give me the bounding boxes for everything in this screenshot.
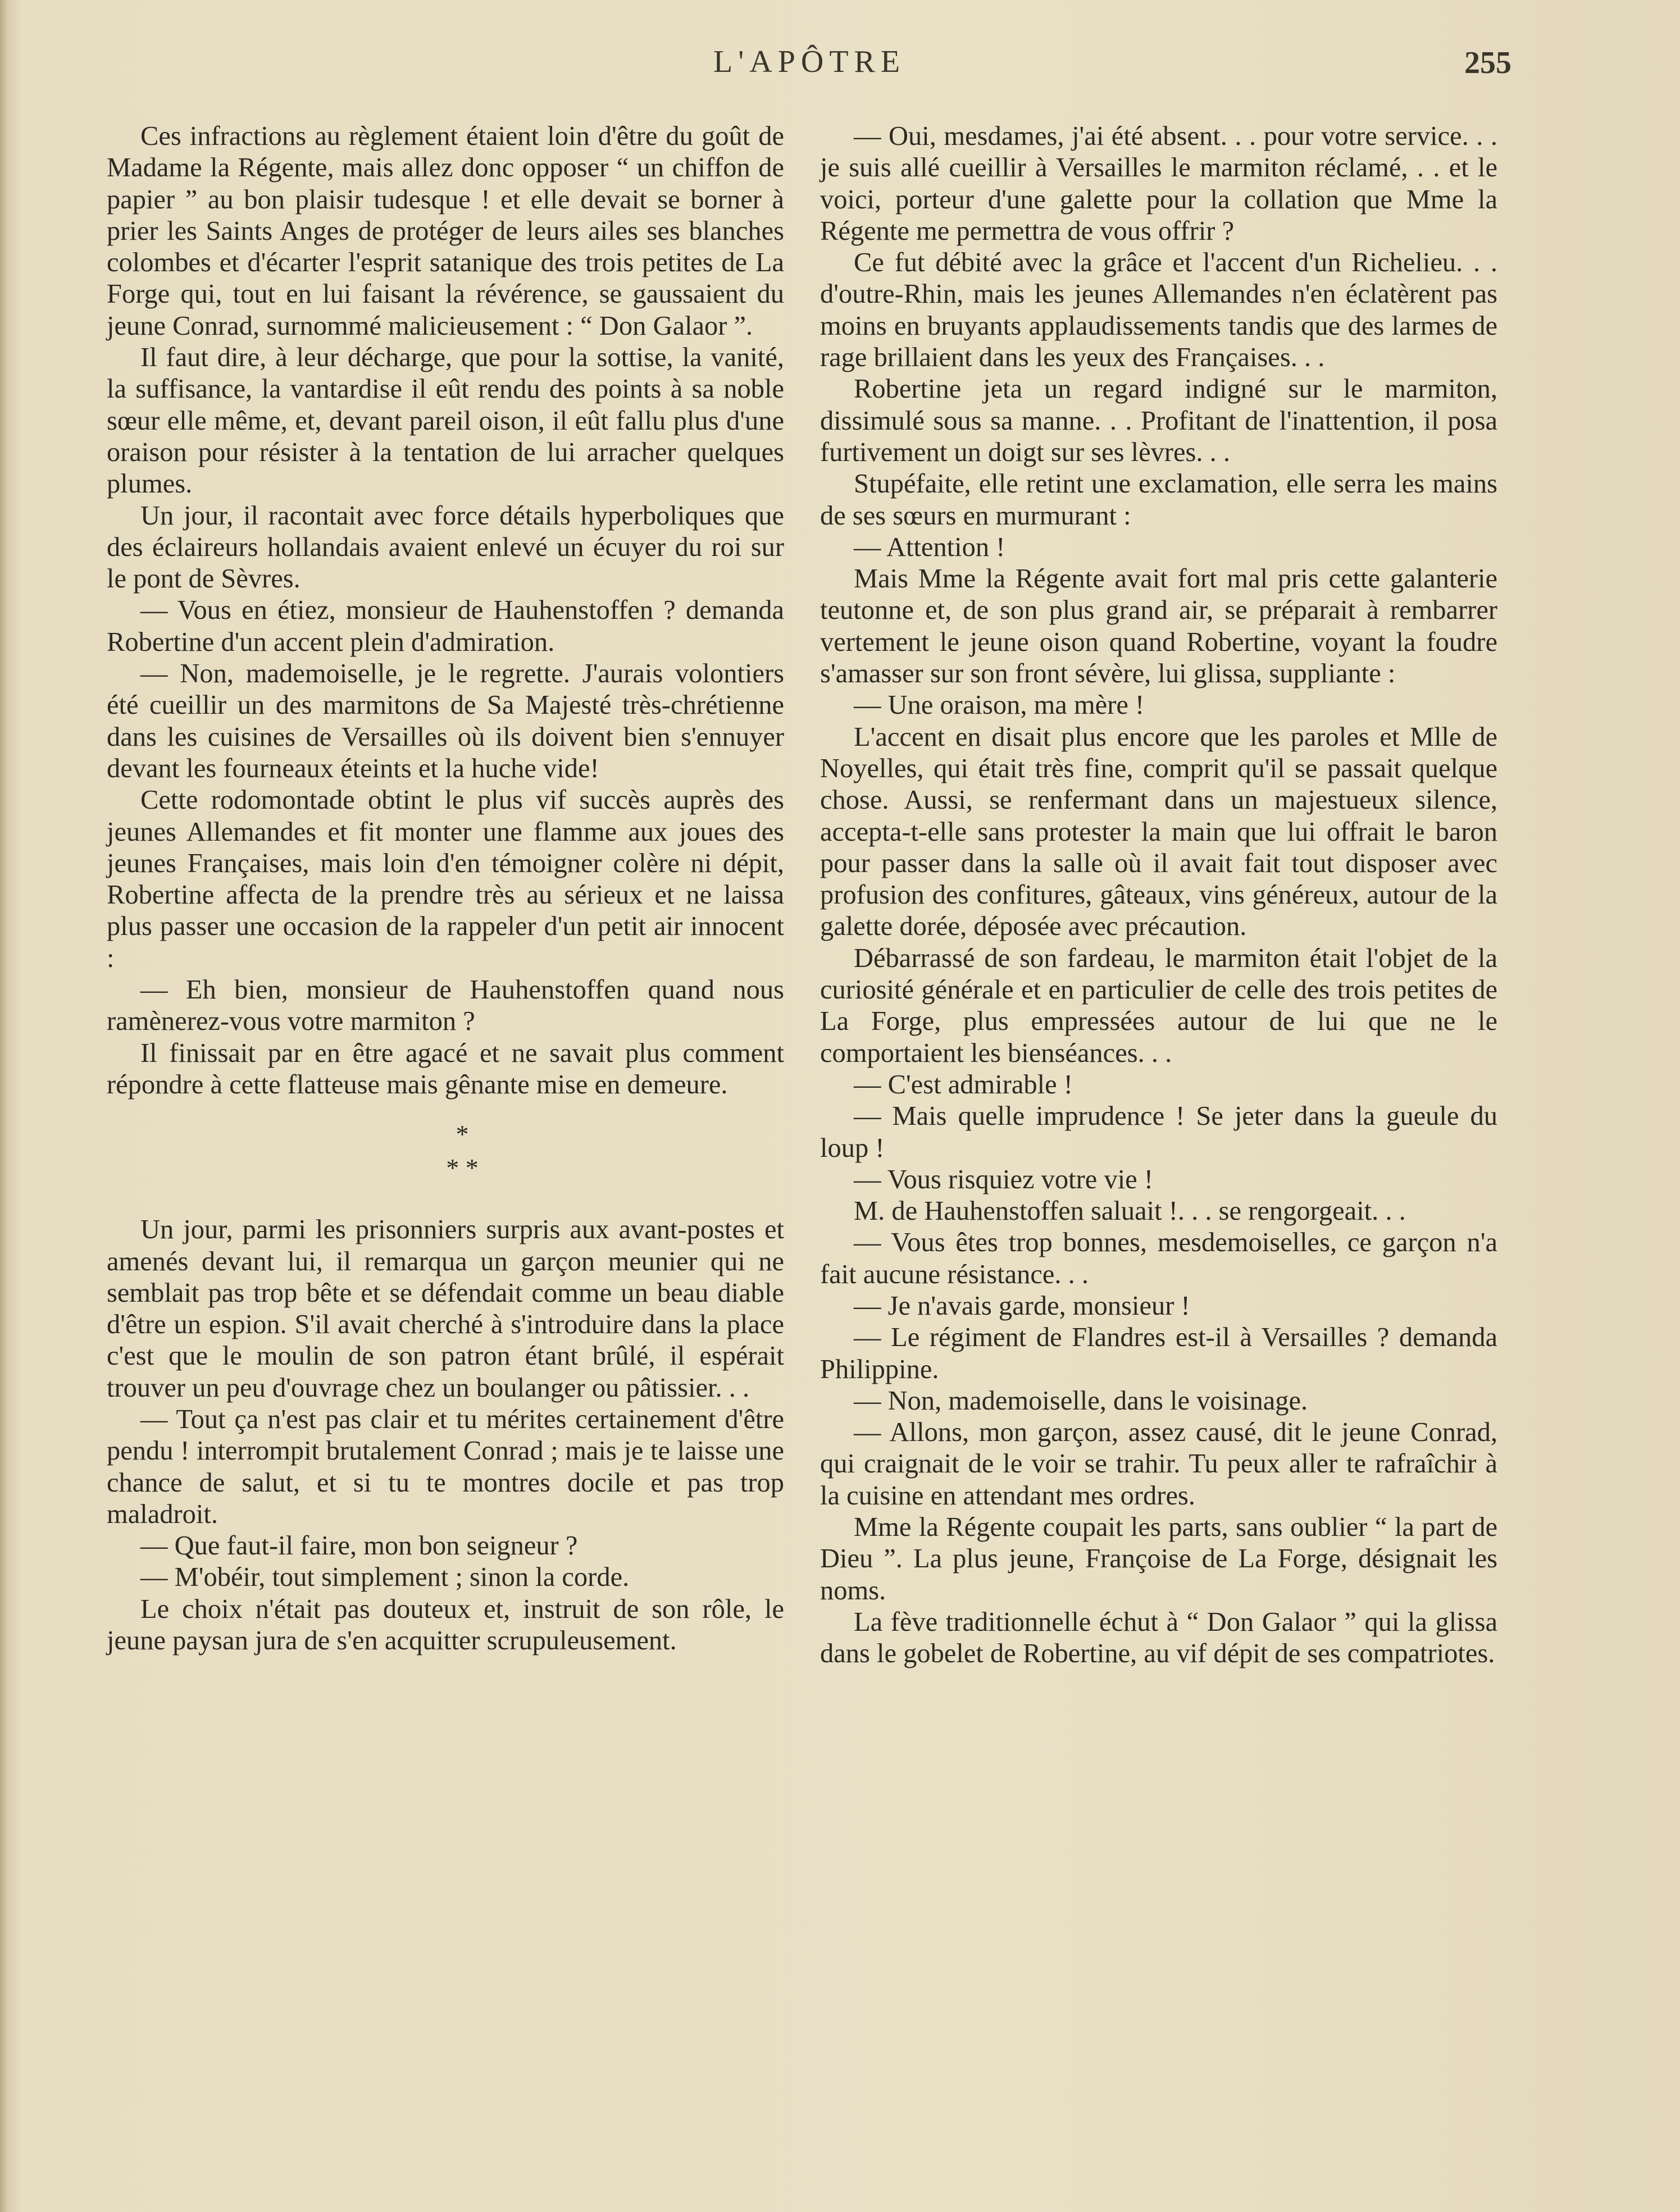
paragraph: Robertine jeta un regard indigné sur le marmiton, dissimulé sous sa manne. . . Profitant de l'inattention, il posa furtivement un doigt sur ses lèvres. . . bbox=[820, 374, 1497, 467]
paragraph: Un jour, il racontait avec force détails hyperboliques que des éclaireurs hollandais avaient enlevé un écuyer du roi sur le pont de Sèvres. bbox=[107, 500, 784, 594]
paragraph: Le choix n'était pas douteux et, instruit de son rôle, le jeune paysan jura de s'en acquitter scrupuleusement. bbox=[107, 1594, 784, 1656]
left-column bbox=[107, 121, 784, 1657]
paragraph: Il finissait par en être agacé et ne savait plus comment répondre à cette flatteuse mais gênante mise en demeure. bbox=[107, 1038, 784, 1100]
paragraph: — Vous en étiez, monsieur de Hauhenstoffen ? demanda Robertine d'un accent plein d'admiration. bbox=[107, 595, 784, 657]
paragraph: — C'est admirable ! bbox=[854, 1069, 1073, 1100]
paragraph: La fève traditionnelle échut à “ Don Galaor ” qui la glissa dans le gobelet de Robertine, au vif dépit de ses compatriotes. bbox=[820, 1607, 1497, 1669]
paragraph: Mais Mme la Régente avait fort mal pris cette galanterie teutonne et, de son plus grand air, se préparait à rembarrer vertement le jeune oison quand Robertine, voyant la foudre s'amasser sur son front sévère, lui glissa, suppliante : bbox=[820, 564, 1497, 689]
paragraph: — Vous êtes trop bonnes, mesdemoiselles, ce garçon n'a fait aucune résistance. . . bbox=[820, 1228, 1497, 1289]
running-header bbox=[101, 44, 1511, 89]
paragraph: — M'obéir, tout simplement ; sinon la corde. bbox=[140, 1562, 630, 1593]
paragraph: Stupéfaite, elle retint une exclamation, elle serra les mains de ses sœurs en murmurant : bbox=[820, 469, 1497, 531]
running-title: L'APÔTRE bbox=[713, 44, 906, 79]
paragraph: L'accent en disait plus encore que les paroles et Mlle de Noyelles, qui était très fine, comprit qu'il se passait quelque chose. Aussi, se renfermant dans un majestueux silence, accepta-t-elle sans protester la main que lui offrait le baron pour passer dans la salle où il avait fait tout disposer avec profusion des confitures, gâteaux, vins généreux, autour de la galette dorée, déposée avec précaution. bbox=[820, 722, 1497, 942]
section-break-asterism: * * bbox=[446, 1153, 479, 1183]
paragraph: — Que faut-il faire, mon bon seigneur ? bbox=[140, 1531, 578, 1561]
paragraph: Un jour, parmi les prisonniers surpris aux avant-postes et amenés devant lui, il remarqua un garçon meunier qui ne semblait pas trop bête et se défendait comme un beau diable d'être un espion. S'il avait cherché à s'introduire dans la place c'est que le moulin de son patron étant brûlé, il espérait trouver un peu d'ouvrage chez un boulanger ou pâtissier. . . bbox=[107, 1215, 784, 1403]
paragraph: — Mais quelle imprudence ! Se jeter dans la gueule du loup ! bbox=[820, 1101, 1497, 1163]
paragraph: Cette rodomontade obtint le plus vif succès auprès des jeunes Allemandes et fit monter une flamme aux joues des jeunes Françaises, mais loin d'en témoigner colère ni dépit, Robertine affecta de la prendre très au sérieux et ne laissa plus passer une occasion de la rappeler d'un petit air innocent : bbox=[107, 785, 784, 973]
paragraph: — Je n'avais garde, monsieur ! bbox=[854, 1290, 1190, 1321]
paragraph: — Une oraison, ma mère ! bbox=[854, 690, 1145, 720]
paragraph: Il faut dire, à leur décharge, que pour la sottise, la vanité, la suffisance, la vantardise il eût rendu des points à sa noble sœur elle même, et, devant pareil oison, il eût fallu plus d'une oraison pour résister à la tentation de lui arracher quelques plumes. bbox=[107, 343, 784, 499]
paragraph: M. de Hauhenstoffen saluait !. . . se rengorgeait. . . bbox=[854, 1196, 1406, 1226]
paragraph: — Tout ça n'est pas clair et tu mérites certainement d'être pendu ! interrompit brutalement Conrad ; mais je te laisse une chance de salut, et si tu te montres docile et pas trop maladroit. bbox=[107, 1404, 784, 1529]
paragraph: Ces infractions au règlement étaient loin d'être du goût de Madame la Régente, mais allez donc opposer “ un chiffon de papier ” au bon plaisir tudesque ! et elle devait se borner à prier les Saints Anges de protéger de leurs ailes ses blanches colombes et d'écarter l'esprit satanique des trois petites de La Forge qui, tout en lui faisant la révérence, se gaussaient du jeune Conrad, surnommé malicieusement : “ Don Galaor ”. bbox=[107, 121, 784, 341]
paragraph: — Non, mademoiselle, dans le voisinage. bbox=[854, 1385, 1308, 1416]
section-break-asterism: * bbox=[456, 1120, 469, 1149]
paragraph: — Non, mademoiselle, je le regrette. J'aurais volontiers été cueillir un des marmitons de Sa Majesté très-chrétienne dans les cuisines de Versailles où ils doivent bien s'ennuyer devant les fourneaux éteints et la huche vide! bbox=[107, 659, 784, 783]
paragraph: — Eh bien, monsieur de Hauhenstoffen quand nous ramènerez-vous votre marmiton ? bbox=[107, 975, 784, 1037]
paragraph: — Oui, mesdames, j'ai été absent. . . pour votre service. . . je suis allé cueillir à Versailles le marmiton réclamé, . . et le voici, porteur d'une galette pour la collation que Mme la Régente me permettra de vous offrir ? bbox=[820, 121, 1497, 246]
paragraph: — Vous risquiez votre vie ! bbox=[854, 1164, 1153, 1194]
paragraph: — Le régiment de Flandres est-il à Versailles ? demanda Philippine. bbox=[820, 1322, 1497, 1384]
paragraph: Mme la Régente coupait les parts, sans oublier “ la part de Dieu ”. La plus jeune, Françoise de La Forge, désignait les noms. bbox=[820, 1512, 1497, 1606]
paragraph: Ce fut débité avec la grâce et l'accent d'un Richelieu. . . d'outre-Rhin, mais les jeunes Allemandes n'en éclatèrent pas moins en bruyants applaudissements tandis que des larmes de rage brillaient dans les yeux des Françaises. . . bbox=[820, 248, 1497, 373]
paragraph: — Allons, mon garçon, assez causé, dit le jeune Conrad, qui craignait de le voir se trahir. Tu peux aller te rafraîchir à la cuisine en attendant mes ordres. bbox=[820, 1417, 1497, 1511]
paragraph: — Attention ! bbox=[854, 532, 1005, 562]
paragraph: Débarrassé de son fardeau, le marmiton était l'objet de la curiosité générale et en particulier de celle des trois petites de La Forge, plus empressées autour de lui que ne le comportaient les bienséances. . . bbox=[820, 943, 1497, 1068]
right-column bbox=[820, 121, 1497, 1670]
page-number: 255 bbox=[1464, 45, 1511, 80]
